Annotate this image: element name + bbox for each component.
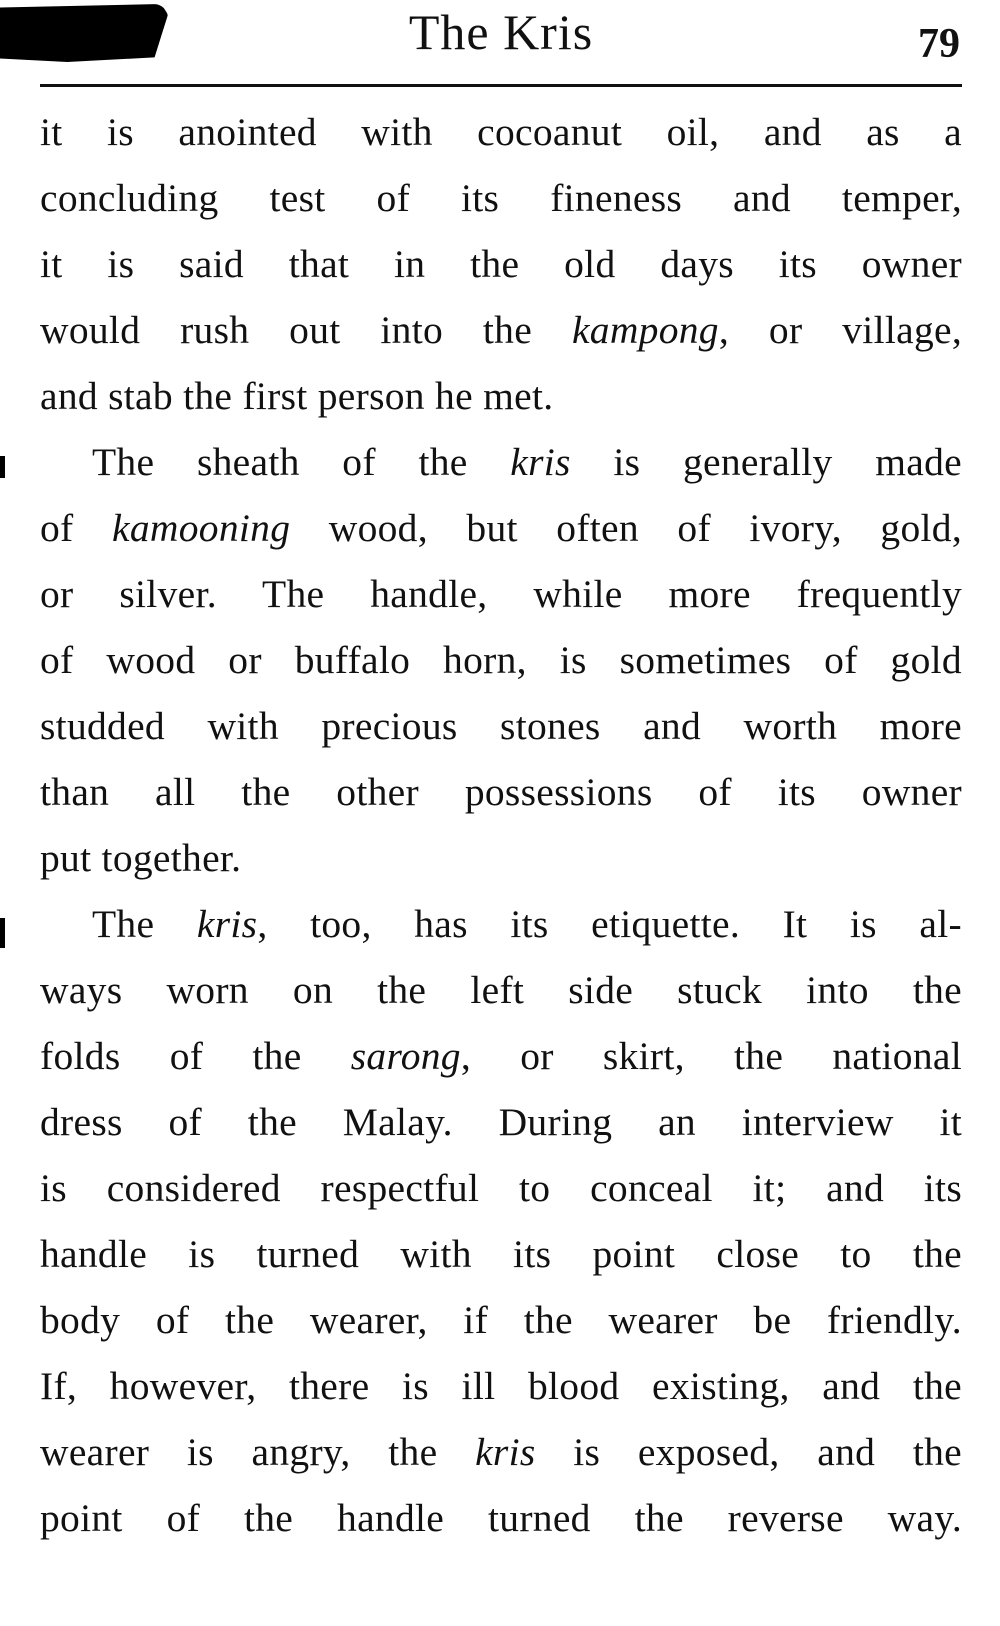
text-line: it is said that in the old days its owner — [40, 242, 962, 286]
text-line: point of the handle turned the reverse way. — [40, 1496, 962, 1540]
text-line: than all the other possessions of its owner — [40, 770, 962, 814]
text-line: folds of the sarong, or skirt, the national — [40, 1034, 963, 1078]
text-line: of wood or buffalo horn, is sometimes of gold — [40, 638, 962, 682]
text-body — [40, 99, 962, 1551]
text-line: studded with precious stones and worth more — [40, 704, 962, 748]
text-line: it is anointed with cocoanut oil, and as a — [40, 110, 962, 154]
text-line: The sheath of the kris is generally made — [92, 440, 962, 484]
text-line: put together. — [40, 836, 242, 880]
text-line: The kris, too, has its etiquette. It is al- — [92, 902, 962, 946]
text-line: ways worn on the left side stuck into the — [40, 968, 962, 1012]
text-line: of kamooning wood, but often of ivory, gold, — [40, 506, 963, 550]
text-line: body of the wearer, if the wearer be friendly. — [40, 1298, 962, 1342]
running-title: The Kris — [408, 4, 594, 60]
margin-mark — [0, 456, 5, 478]
text-line: concluding test of its fineness and temper, — [40, 176, 962, 220]
text-line: If, however, there is ill blood existing, and the — [40, 1364, 962, 1408]
page-number: 79 — [918, 21, 960, 67]
running-head — [40, 0, 962, 87]
text-line: wearer is angry, the kris is exposed, and the — [40, 1430, 962, 1474]
text-line: is considered respectful to conceal it; and its — [40, 1166, 962, 1210]
text-line: would rush out into the kampong, or village, — [40, 308, 963, 352]
text-line: and stab the first person he met. — [40, 374, 554, 418]
margin-mark — [0, 918, 5, 948]
text-line: or silver. The handle, while more frequently — [40, 572, 962, 616]
text-line: dress of the Malay. During an interview it — [40, 1100, 962, 1144]
text-line: handle is turned with its point close to the — [40, 1232, 962, 1276]
